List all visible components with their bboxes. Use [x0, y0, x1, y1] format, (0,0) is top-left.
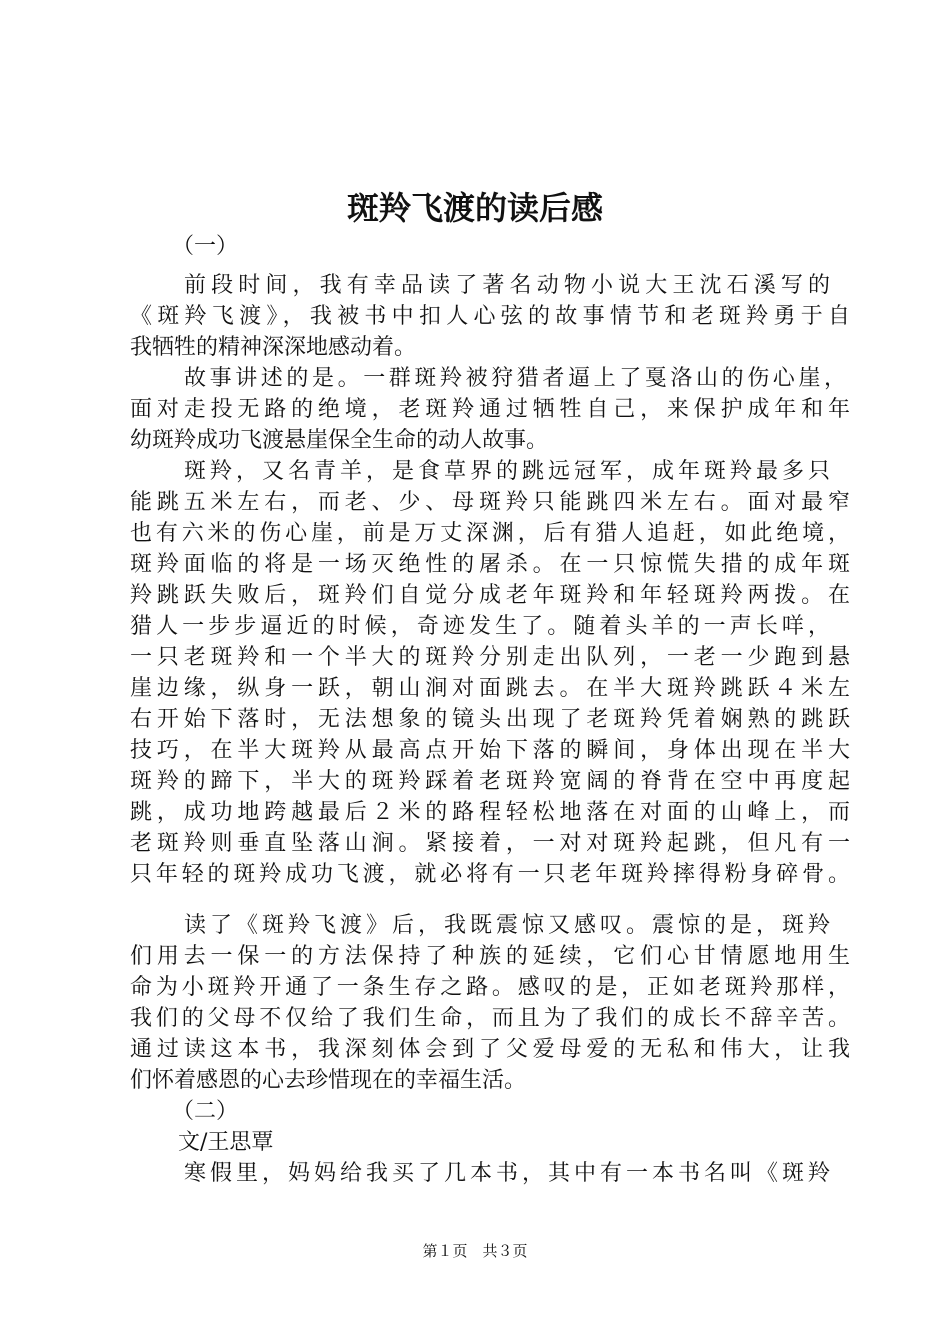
paragraph-line: 猎人一步步逼近的时候，奇迹发生了。随着头羊的一声长咩， [130, 614, 830, 639]
paragraph-line: 跳，成功地跨越最后２米的路程轻松地落在对面的山峰上，而 [130, 800, 850, 825]
paragraph-line: 们怀着感恩的心去珍惜现在的幸福生活。 [130, 1068, 527, 1093]
paragraph-line: 《斑羚飞渡》，我被书中扣人心弦的故事情节和老斑羚勇于自 [130, 304, 850, 329]
paragraph-line: 前段时间，我有幸品读了著名动物小说大王沈石溪写的 [184, 273, 830, 298]
paragraph-line: 寒假里，妈妈给我买了几本书，其中有一本书名叫《斑羚 [184, 1161, 830, 1186]
paragraph-line: 命为小斑羚开通了一条生存之路。感叹的是，正如老斑羚那样， [130, 975, 850, 1000]
paragraph-line: 幼斑羚成功飞渡悬崖保全生命的动人故事。 [130, 428, 549, 453]
paragraph-line: 也有六米的伤心崖，前是万丈深渊，后有猎人追赶，如此绝境， [130, 521, 850, 546]
paragraph-line: 羚跳跃失败后，斑羚们自觉分成老年斑羚和年轻斑羚两拨。在 [130, 583, 850, 608]
section-heading-2: （二） [172, 1099, 239, 1124]
paragraph-line: 崖边缘，纵身一跃，朝山涧对面跳去。在半大斑羚跳跃４米左 [130, 676, 850, 701]
paragraph-line: 斑羚的蹄下，半大的斑羚踩着老斑羚宽阔的脊背在空中再度起 [130, 769, 850, 794]
author-line: 文/王思覃 [178, 1130, 274, 1155]
document-title: 斑羚飞渡的读后感 [346, 189, 603, 227]
paragraph-line: 右开始下落时，无法想象的镜头出现了老斑羚凭着娴熟的跳跃 [130, 707, 850, 732]
paragraph-line: 一只老斑羚和一个半大的斑羚分别走出队列，一老一少跑到悬 [130, 645, 850, 670]
section-heading-1: （一） [172, 234, 239, 259]
paragraph-line: 技巧，在半大斑羚从最高点开始下落的瞬间，身体出现在半大 [130, 738, 850, 763]
paragraph-line: 通过读这本书，我深刻体会到了父爱母爱的无私和伟大，让我 [130, 1037, 850, 1062]
paragraph-line: 斑羚面临的将是一场灭绝性的屠杀。在一只惊慌失措的成年斑 [130, 552, 850, 577]
paragraph-line: 读了《斑羚飞渡》后，我既震惊又感叹。震惊的是，斑羚 [184, 913, 830, 938]
paragraph-line: 只年轻的斑羚成功飞渡，就必将有一只老年斑羚摔得粉身碎骨。 [130, 862, 850, 887]
paragraph-line: 们用去一保一的方法保持了种族的延续，它们心甘情愿地用生 [130, 944, 850, 969]
paragraph-line: 我们的父母不仅给了我们生命，而且为了我们的成长不辞辛苦。 [130, 1006, 850, 1031]
page-footer: 第１页 共３页 [422, 1242, 528, 1260]
paragraph-line: 老斑羚则垂直坠落山涧。紧接着，一对对斑羚起跳，但凡有一 [130, 831, 850, 856]
paragraph-line: 我牺牲的精神深深地感动着。 [130, 335, 417, 360]
paragraph-line: 面对走投无路的绝境，老斑羚通过牺牲自己，来保护成年和年 [130, 397, 850, 422]
paragraph-line: 故事讲述的是。一群斑羚被狩猎者逼上了戛洛山的伤心崖， [184, 366, 846, 391]
paragraph-line: 能跳五米左右，而老、少、母斑羚只能跳四米左右。面对最窄 [130, 490, 850, 515]
paragraph-line: 斑羚，又名青羊，是食草界的跳远冠军，成年斑羚最多只 [184, 459, 830, 484]
